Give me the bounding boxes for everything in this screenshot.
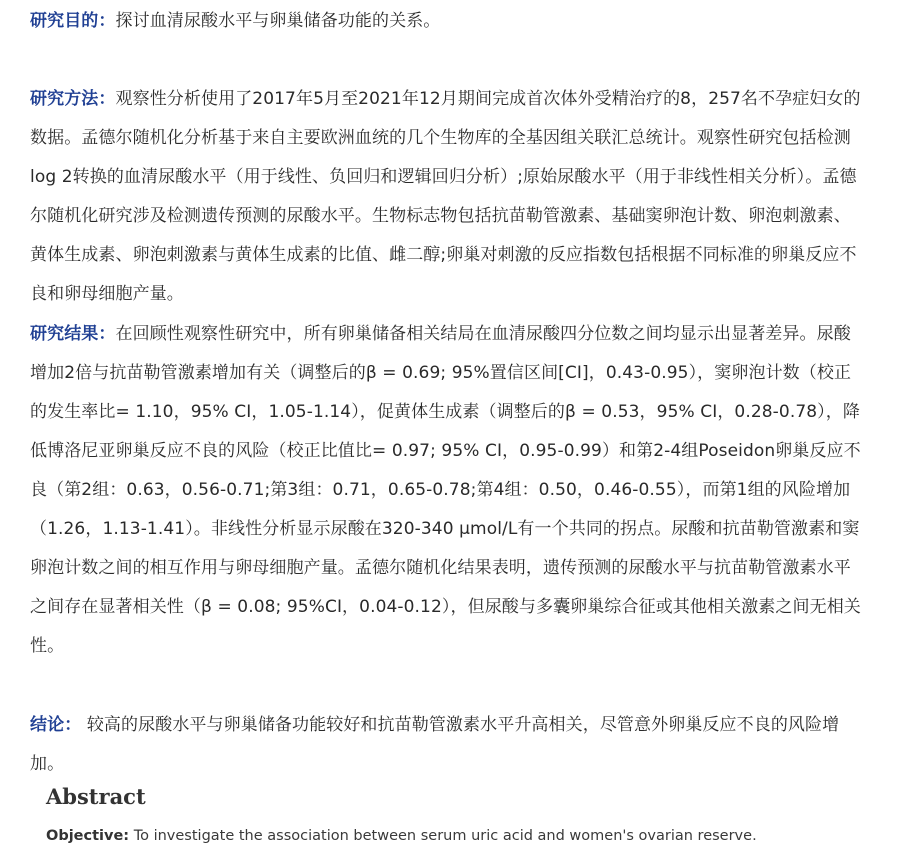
abstract-objective-text: To investigate the association between serum uric acid and women's ovarian reserve.: [129, 828, 757, 844]
methods-label: 研究方法：: [30, 89, 116, 109]
methods-text: 观察性分析使用了2017年5月至2021年12月期间完成首次体外受精治疗的8，257名不孕症妇女的数据。孟德尔随机化分析基于来自主要欧洲血统的几个生物库的全基因组关联汇总统计。观察性研究包括检测log 2转换的血清尿酸水平（用于线性、负回归和逻辑回归分析）;原始尿酸水平（用于非线性相关分析）。孟德尔随机化研究涉及检测遗传预测的尿酸水平。生物标志物包括抗苗勒管激素、基础窦卵泡计数、卵泡刺激素、黄体生成素、卵泡刺激素与黄体生成素的比值、雌二醇;卵巢对刺激的反应指数包括根据不同标准的卵巢反应不良和卵母细胞产量。: [30, 89, 861, 304]
conclusion-text: 较高的尿酸水平与卵巢储备功能较好和抗苗勒管激素水平升高相关，尽管意外卵巢反应不良的风险增加。: [30, 715, 840, 774]
objective-paragraph: [30, 2, 865, 41]
abstract-objective-label: Objective:: [46, 828, 130, 844]
results-paragraph: [30, 315, 865, 666]
abstract-heading: Abstract: [46, 784, 146, 809]
conclusion-label: 结论：: [30, 715, 82, 735]
objective-label: 研究目的：: [30, 11, 116, 31]
results-text: 在回顾性观察性研究中，所有卵巢储备相关结局在血清尿酸四分位数之间均显示出显著差异。尿酸增加2倍与抗苗勒管激素增加有关（调整后的β = 0.69; 95%置信区间[CI]，0.43-0.95），窦卵泡计数（校正的发生率比= 1.10，95% CI，1.05-1.14），促黄体生成素（调整后的β = 0.53，95% CI，0.28-0.78），降低博洛尼亚卵巢反应不良的风险（校正比值比= 0.97; 95% CI，0.95-0.99）和第2-4组Poseidon卵巢反应不良（第2组：0.63，0.56-0.71;第3组：0.71，0.65-0.78;第4组：0.50，0.46-0.55），而第1组的风险增加（1.26，1.13-1.41）。非线性分析显示尿酸在320-340 μmol/L有一个共同的拐点。尿酸和抗苗勒管激素和窦卵泡计数之间的相互作用与卵母细胞产量。孟德尔随机化结果表明，遗传预测的尿酸水平与抗苗勒管激素水平之间存在显著相关性（β = 0.08; 95%CI，0.04-0.12），但尿酸与多囊卵巢综合征或其他相关激素之间无相关性。: [30, 324, 861, 656]
abstract-objective-line: [46, 828, 757, 844]
objective-text: 探讨血清尿酸水平与卵巢储备功能的关系。: [115, 11, 441, 31]
conclusion-paragraph: [30, 706, 865, 784]
results-label: 研究结果：: [30, 324, 116, 344]
methods-paragraph: [30, 80, 865, 314]
